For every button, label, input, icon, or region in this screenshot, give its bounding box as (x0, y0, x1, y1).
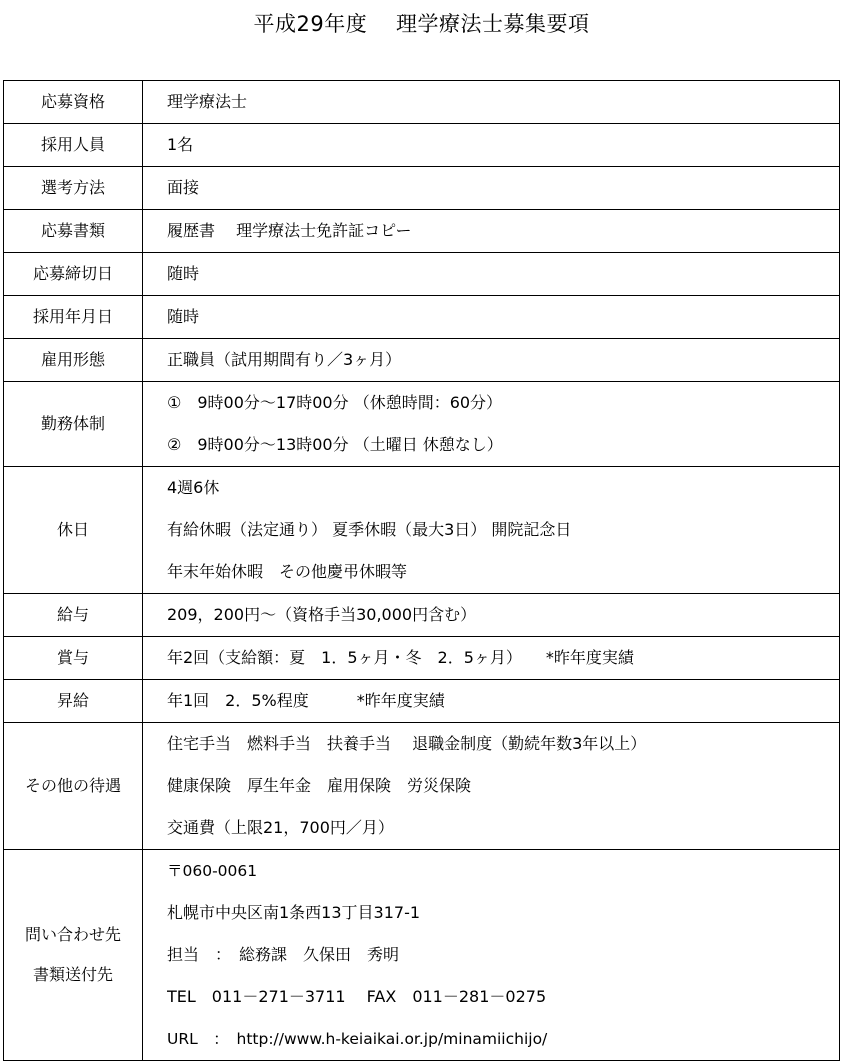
row-label: 賞与 (4, 637, 143, 680)
row-label: 問い合わせ先 書類送付先 (4, 850, 143, 1061)
table-row (4, 339, 840, 382)
row-label: 雇用形態 (4, 339, 143, 382)
table-row (4, 382, 840, 467)
row-value: 年2回（支給額：夏 1．5ヶ月・冬 2．5ヶ月） *昨年度実績 (143, 637, 840, 680)
table-row (4, 167, 840, 210)
row-label: 給与 (4, 594, 143, 637)
table-row (4, 467, 840, 594)
table-row (4, 124, 840, 167)
page-title: 平成29年度 理学療法士募集要項 (253, 12, 590, 36)
row-value: 年1回 2．5%程度 *昨年度実績 (143, 680, 840, 723)
row-label: 採用人員 (4, 124, 143, 167)
recruitment-table (3, 80, 840, 1061)
row-label: 採用年月日 (4, 296, 143, 339)
row-value: 209，200円～（資格手当30,000円含む） (143, 594, 840, 637)
row-value: 面接 (143, 167, 840, 210)
row-value: 履歴書 理学療法士免許証コピー (143, 210, 840, 253)
row-label: 選考方法 (4, 167, 143, 210)
table-row (4, 680, 840, 723)
table-row (4, 637, 840, 680)
row-label: 休日 (4, 467, 143, 594)
row-value: ① 9時00分～17時00分 （休憩時間：60分） ② 9時00分～13時00分 （土曜日 休憩なし） (143, 382, 840, 467)
row-value: 随時 (143, 253, 840, 296)
row-value: 4週6休 有給休暇（法定通り） 夏季休暇（最大3日） 開院記念日 年末年始休暇 その他慶弔休暇等 (143, 467, 840, 594)
table-row (4, 253, 840, 296)
row-label: 応募資格 (4, 81, 143, 124)
table-row (4, 723, 840, 850)
table-row (4, 850, 840, 1061)
row-label: 応募締切日 (4, 253, 143, 296)
row-value: 住宅手当 燃料手当 扶養手当 退職金制度（勤続年数3年以上） 健康保険 厚生年金 雇用保険 労災保険 交通費（上限21，700円／月） (143, 723, 840, 850)
row-label: 応募書類 (4, 210, 143, 253)
row-label: 勤務体制 (4, 382, 143, 467)
row-label: その他の待遇 (4, 723, 143, 850)
table-row (4, 210, 840, 253)
row-label: 昇給 (4, 680, 143, 723)
row-value: 正職員（試用期間有り／3ヶ月） (143, 339, 840, 382)
table-row (4, 594, 840, 637)
table-row (4, 81, 840, 124)
table-row (4, 296, 840, 339)
row-value: 〒060-0061 札幌市中央区南1条西13丁目317-1 担当 ： 総務課 久保田 秀明 TEL 011－271－3711 FAX 011－281－0275 URL ： http://www.h-keiaikai.or.jp/minamiichijo/ (143, 850, 840, 1061)
row-value: 理学療法士 (143, 81, 840, 124)
row-value: 1名 (143, 124, 840, 167)
row-value: 随時 (143, 296, 840, 339)
